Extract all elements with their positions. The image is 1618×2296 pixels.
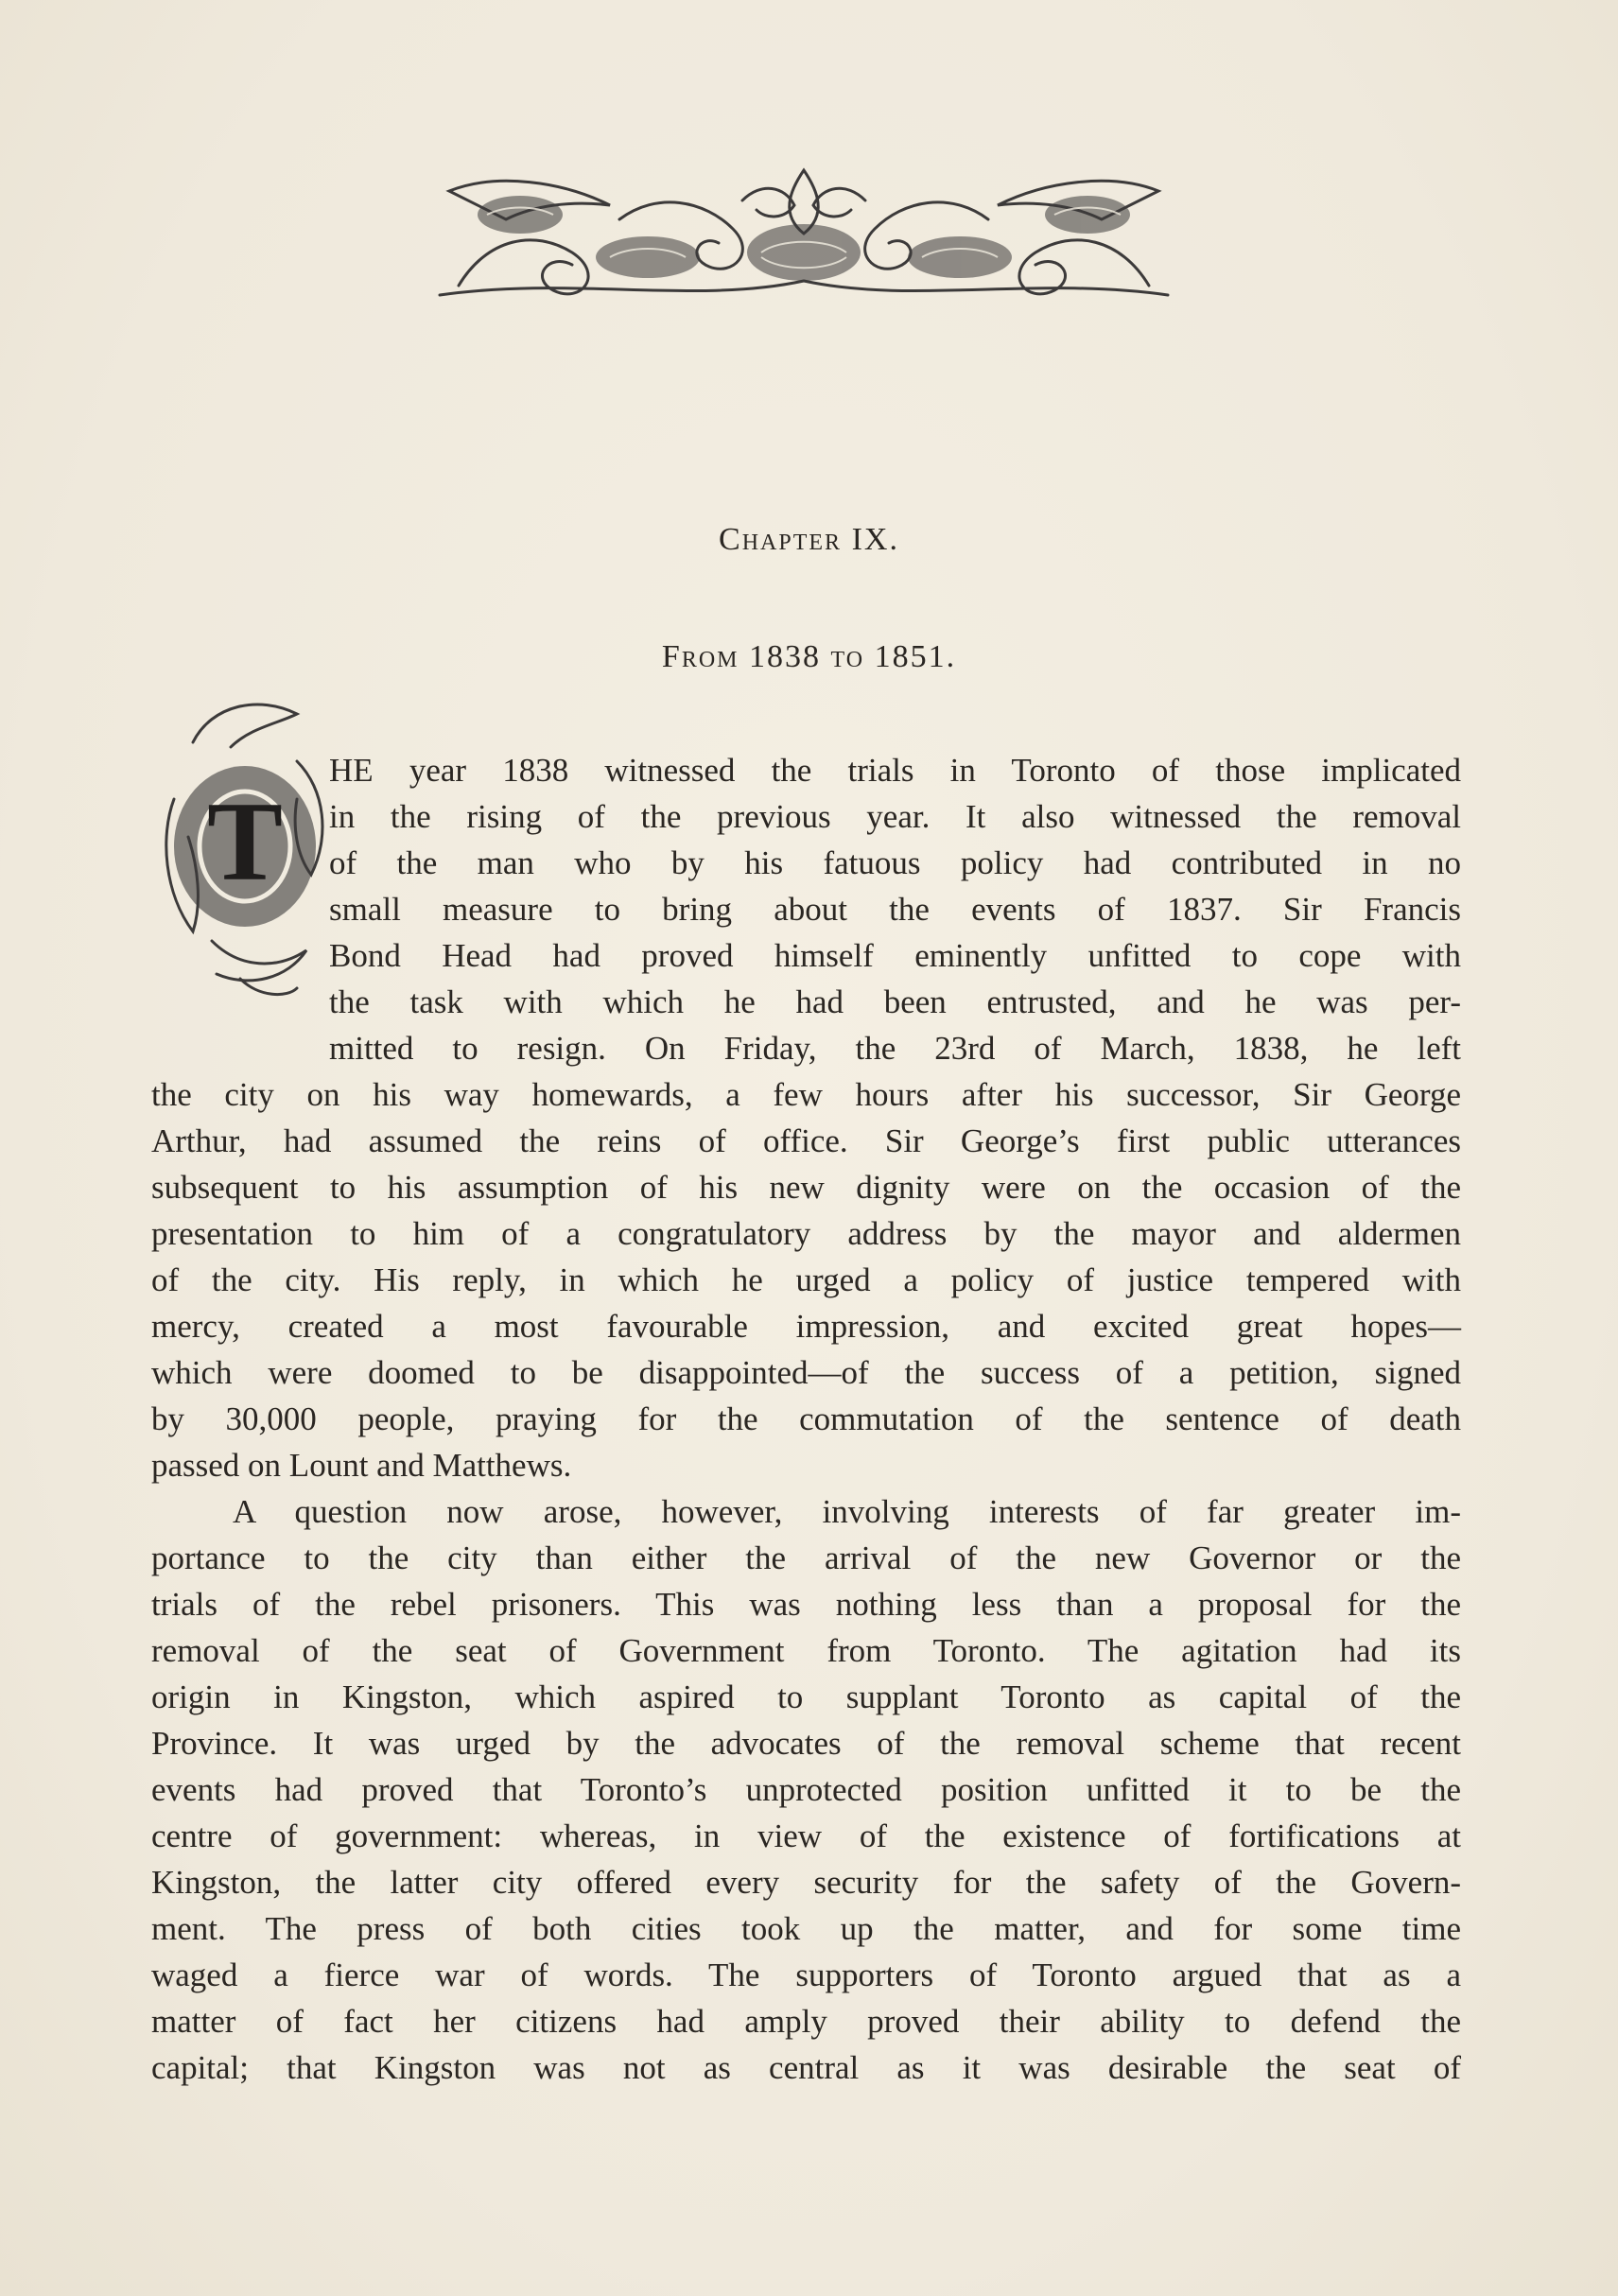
text-line: centre of government: whereas, in view of the existence of fortifications at — [151, 1818, 1461, 1854]
text-line: of the man who by his fatuous policy had contributed in no — [329, 844, 1461, 881]
initial-foliage-top — [193, 704, 297, 747]
text-line: events had proved that Toronto’s unprotected position unfitted it to be the — [151, 1771, 1461, 1808]
text-line: by 30,000 people, praying for the commutation of the sentence of death — [151, 1400, 1461, 1437]
ornament-left-cluster — [478, 196, 563, 234]
text-line: mitted to resign. On Friday, the 23rd of March, 1838, he left — [329, 1030, 1461, 1067]
body-text — [151, 747, 1461, 2091]
initial-letter-glyph: T — [206, 778, 284, 904]
text-line: Bond Head had proved himself eminently unfitted to cope with — [329, 937, 1461, 974]
ornament-inner-curl-1 — [742, 188, 794, 217]
ornament-baseline — [440, 281, 1168, 295]
text-line: portance to the city than either the arrival of the new Governor or the — [151, 1539, 1461, 1576]
chapter-title: Chapter IX. — [719, 522, 899, 557]
text-line: subsequent to his assumption of his new dignity were on the occasion of the — [151, 1169, 1461, 1206]
text-line: removal of the seat of Government from Toronto. The agitation had its — [151, 1632, 1461, 1669]
text-line: matter of fact her citizens had amply proved their ability to defend the — [151, 2003, 1461, 2040]
text-line: passed on Lount and Matthews. — [151, 1447, 572, 1484]
text-line: Arthur, had assumed the reins of office. Sir George’s first public utterances — [151, 1122, 1461, 1159]
ornament-scroll-right — [1019, 240, 1149, 294]
text-line: ment. The press of both cities took up the matter, and for some time — [151, 1910, 1461, 1947]
ornament-center-boss — [747, 224, 861, 281]
text-line: which were doomed to be disappointed—of the success of a petition, signed — [151, 1354, 1461, 1391]
text-line: in the rising of the previous year. It also witnessed the removal — [329, 798, 1461, 835]
ornamental-headpiece — [430, 163, 1177, 314]
text-line: capital; that Kingston was not as central as it was desirable the seat of — [151, 2049, 1461, 2086]
text-line: the city on his way homewards, a few hours after his successor, Sir George — [151, 1076, 1461, 1113]
text-line: mercy, created a most favourable impression, and excited great hopes— — [151, 1308, 1461, 1345]
text-line: small measure to bring about the events of 1837. Sir Francis — [329, 891, 1461, 928]
text-line: Kingston, the latter city offered every security for the safety of the Govern- — [151, 1864, 1461, 1901]
ornament-right-cluster — [1045, 196, 1130, 234]
ornament-inner-curl-2 — [813, 188, 865, 217]
chapter-subtitle: From 1838 to 1851. — [661, 639, 957, 674]
text-line: A question now arose, however, involving interests of far greater im- — [233, 1493, 1461, 1530]
text-line: the task with which he had been entrusted, and he was per- — [329, 983, 1461, 1020]
text-line: Province. It was urged by the advocates of the removal scheme that recent — [151, 1725, 1461, 1762]
text-line: of the city. His reply, in which he urged a policy of justice tempered with — [151, 1261, 1461, 1298]
text-line: HE year 1838 witnessed the trials in Toronto of those implicated — [329, 752, 1461, 789]
text-line: waged a fierce war of words. The supporters of Toronto argued that as a — [151, 1957, 1461, 1993]
text-line: presentation to him of a congratulatory address by the mayor and aldermen — [151, 1215, 1461, 1252]
ornament-scroll-left — [459, 240, 588, 294]
text-line: trials of the rebel prisoners. This was nothing less than a proposal for the — [151, 1586, 1461, 1623]
text-line: origin in Kingston, which aspired to supplant Toronto as capital of the — [151, 1679, 1461, 1715]
